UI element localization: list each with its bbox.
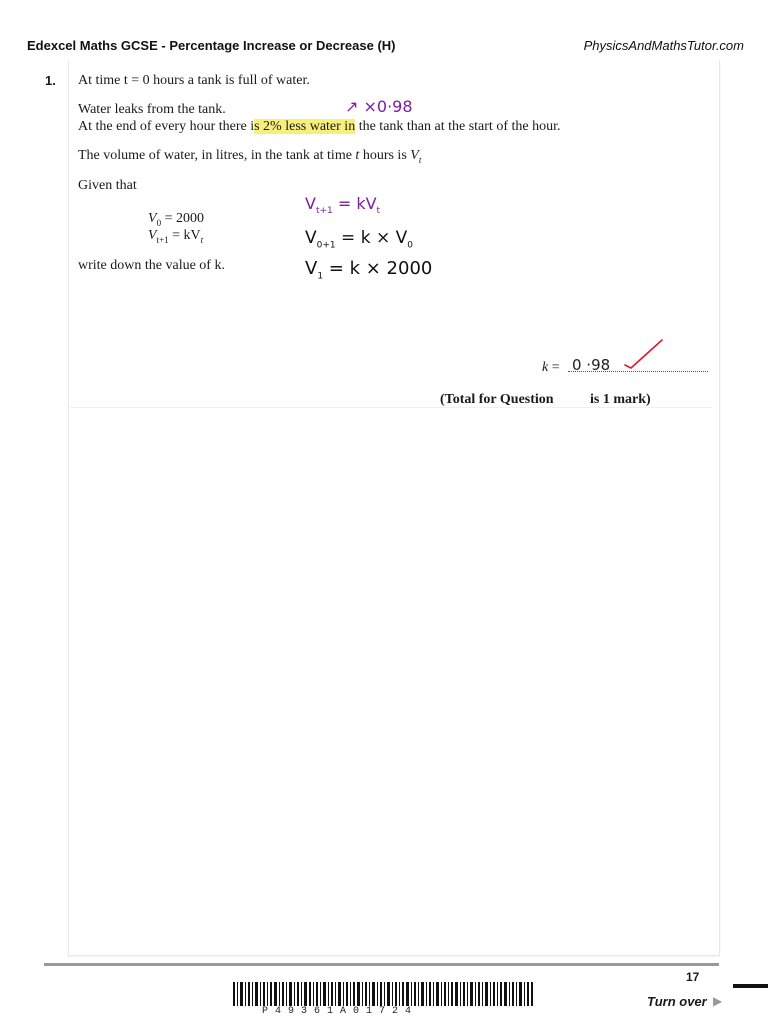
- question-line-2: Water leaks from the tank.: [78, 102, 226, 117]
- eq1-V: V: [148, 211, 157, 226]
- handwritten-note-step1: [305, 228, 413, 250]
- hn4-rest: = k × 2000: [323, 258, 433, 279]
- footer-rule: [44, 963, 719, 966]
- line4-pre: The volume of water, in litres, in the tank at time: [78, 148, 356, 163]
- hn3-sub: 0+1: [316, 240, 336, 251]
- hn2-sub: t+1: [315, 206, 333, 217]
- given-that: Given that: [78, 178, 137, 193]
- hn3-sub2: 0: [407, 240, 413, 251]
- turn-over-arrow-icon: ▶: [713, 994, 723, 1008]
- var-V: V: [410, 148, 419, 163]
- var-t: t: [355, 148, 360, 163]
- barcode: [233, 982, 533, 1006]
- hn2-V: V: [305, 194, 316, 213]
- site-name: PhysicsAndMathsTutor.com: [583, 38, 744, 53]
- eq2-rest: = kV: [168, 228, 201, 243]
- line4-mid: hours is: [359, 148, 411, 163]
- tick-mark-icon: [622, 338, 666, 372]
- eq1-rest: = 2000: [161, 211, 204, 226]
- eq1-sub: 0: [156, 217, 162, 228]
- question-number: 1.: [45, 73, 56, 88]
- turn-over-label: Turn over: [647, 994, 707, 1009]
- line3-pre: At the end of every hour there i: [78, 119, 255, 134]
- answer-label: k =: [542, 360, 560, 375]
- hn3-rest: = k × V: [335, 228, 408, 248]
- sub-t: t: [418, 154, 422, 165]
- page-number: 17: [686, 970, 700, 984]
- barcode-text: P49361A01724: [262, 1006, 419, 1017]
- hn3-V: V: [305, 228, 317, 248]
- handwritten-note-recurrence: [305, 194, 380, 216]
- handwritten-note-multiplier: ↗ ×0·98: [345, 97, 413, 116]
- document-header-title: Edexcel Maths GCSE - Percentage Increase or Decrease (H): [27, 38, 396, 53]
- hn4-sub: 1: [317, 271, 324, 282]
- equation-2: [148, 228, 203, 245]
- eq2-V: V: [148, 228, 157, 243]
- instruction-line: write down the value of k.: [78, 258, 225, 273]
- hn2-sub2: t: [376, 206, 381, 217]
- total-label-right: is 1 mark): [590, 392, 651, 407]
- eq2-sub: t+1: [156, 234, 169, 245]
- question-line-1: At time t = 0 hours a tank is full of water.: [78, 73, 310, 88]
- hn2-rest: = kV: [332, 194, 377, 213]
- corner-bar: [733, 984, 768, 988]
- total-label-left: (Total for Question: [440, 392, 554, 407]
- equation-1: [148, 211, 204, 228]
- eq2-sub2: t: [200, 234, 204, 245]
- question-line-3: [78, 119, 560, 135]
- question-line-4: [78, 148, 421, 165]
- handwritten-note-step2: [305, 258, 432, 282]
- line3-post: the tank than at the start of the hour.: [355, 119, 561, 134]
- highlighted-text: s 2% less water in: [254, 119, 356, 134]
- hn4-V: V: [305, 258, 318, 279]
- answer-value: 0 ·98: [572, 356, 611, 374]
